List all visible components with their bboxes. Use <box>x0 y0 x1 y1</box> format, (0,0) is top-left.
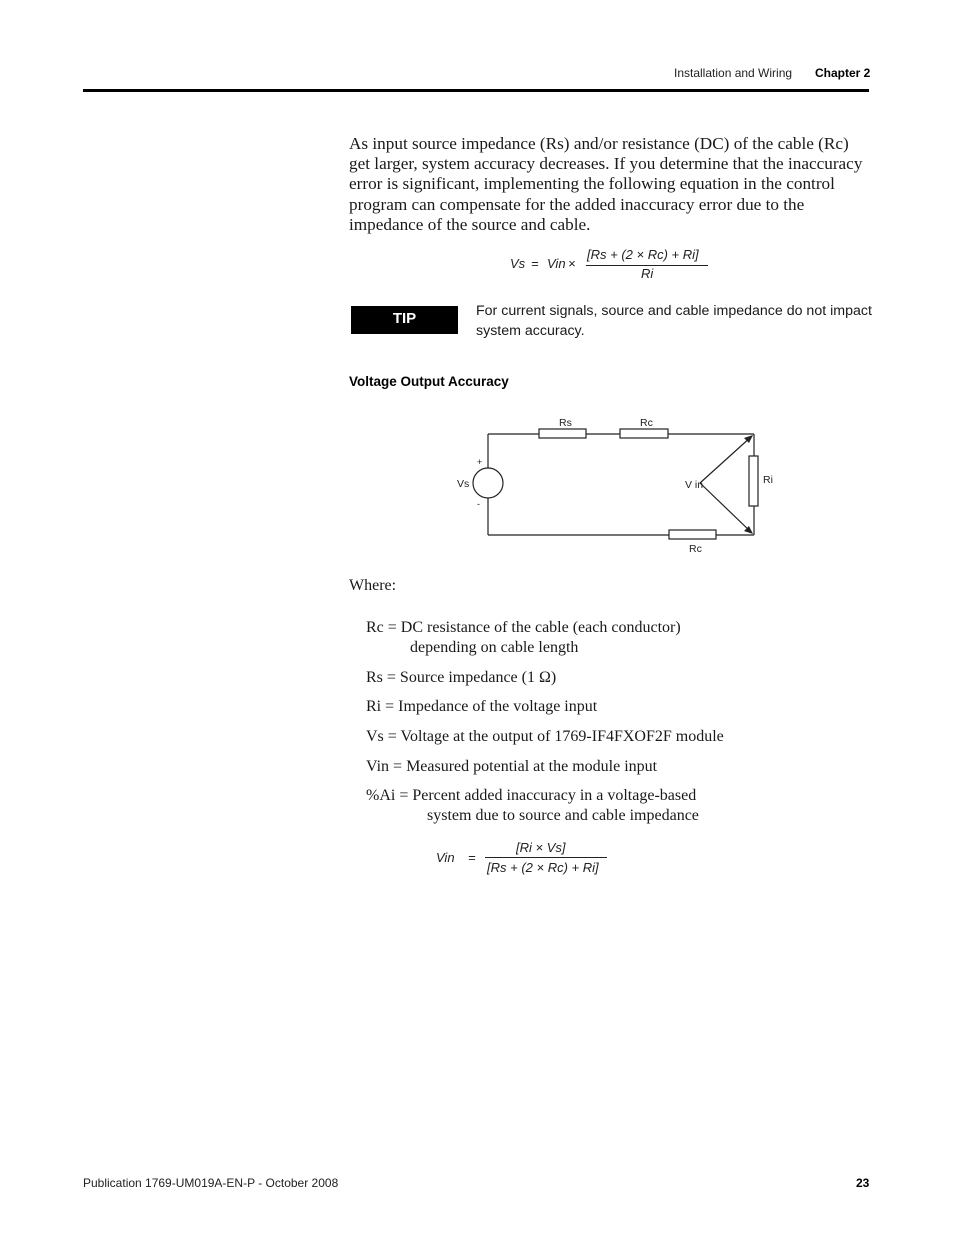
equation-vin-lhs: Vin <box>436 850 455 865</box>
definition-ai-line2: system due to source and cable impedance <box>427 807 699 824</box>
footer-publication: Publication 1769-UM019A-EN-P - October 2008 <box>83 1176 339 1190</box>
resistor-rs <box>539 429 586 438</box>
definition-ai <box>366 786 699 826</box>
tip-label: TIP <box>351 306 458 334</box>
equation-vs-times: × <box>568 256 576 271</box>
equation-vs-lhs: Vs <box>510 256 526 271</box>
label-rs: Rs <box>559 417 572 429</box>
definition-vs: Vs = Voltage at the output of 1769-IF4FXOF2F module <box>366 728 724 745</box>
equation-vs-factor: Vin <box>547 256 566 271</box>
label-vs: Vs <box>457 478 470 490</box>
definition-rs: Rs = Source impedance (1 Ω) <box>366 669 557 686</box>
equation-vin-equals: = <box>468 850 476 865</box>
header-rule <box>83 89 869 92</box>
equation-vin-fraction-bar <box>485 857 607 858</box>
definition-vin: Vin = Measured potential at the module input <box>366 758 658 775</box>
equation-vs-denominator: Ri <box>641 266 654 281</box>
definition-rc-line2: depending on cable length <box>410 639 579 656</box>
label-ri: Ri <box>763 474 773 486</box>
running-header-chapter: Chapter 2 <box>815 66 871 80</box>
resistor-ri <box>749 456 758 506</box>
equation-vs-numerator: [Rs + (2 × Rc) + Ri] <box>587 247 699 262</box>
tip-text: For current signals, source and cable impedance do not impact system accuracy. <box>476 303 872 339</box>
voltage-source-vs <box>473 468 503 498</box>
definition-rc-line1: Rc = DC resistance of the cable (each conductor) <box>366 619 681 636</box>
running-header-section: Installation and Wiring <box>674 66 793 80</box>
where-label: Where: <box>349 577 397 594</box>
footer-page-number: 23 <box>856 1176 870 1190</box>
equation-vin-denominator: [Rs + (2 × Rc) + Ri] <box>487 860 599 875</box>
definition-ri: Ri = Impedance of the voltage input <box>366 698 598 715</box>
figure-title: Voltage Output Accuracy <box>349 374 509 389</box>
resistor-rc-bottom <box>669 530 716 539</box>
voltage-output-circuit-diagram <box>450 410 780 560</box>
vin-arrow-down <box>700 483 752 533</box>
equation-vs-equals: = <box>531 256 539 271</box>
equation-vin-numerator: [Ri × Vs] <box>516 840 566 855</box>
resistor-rc-top <box>620 429 668 438</box>
intro-paragraph: As input source impedance (Rs) and/or resistance (DC) of the cable (Rc) get larger, system accuracy decreases. If you determine that the inaccuracy error is significant, implementing the following equation in the control program can compensate for the added inaccuracy error due to the impedance of the source and cable. <box>349 134 863 234</box>
label-plus: + <box>477 457 483 467</box>
label-rc-bottom: Rc <box>689 543 702 555</box>
vin-arrow-up <box>700 436 752 483</box>
label-rc-top: Rc <box>640 417 653 429</box>
label-minus: - <box>477 499 480 509</box>
definition-rc <box>366 618 681 658</box>
label-vin: V in <box>685 479 704 491</box>
definition-ai-line1: %Ai = Percent added inaccuracy in a voltage-based <box>366 787 697 804</box>
